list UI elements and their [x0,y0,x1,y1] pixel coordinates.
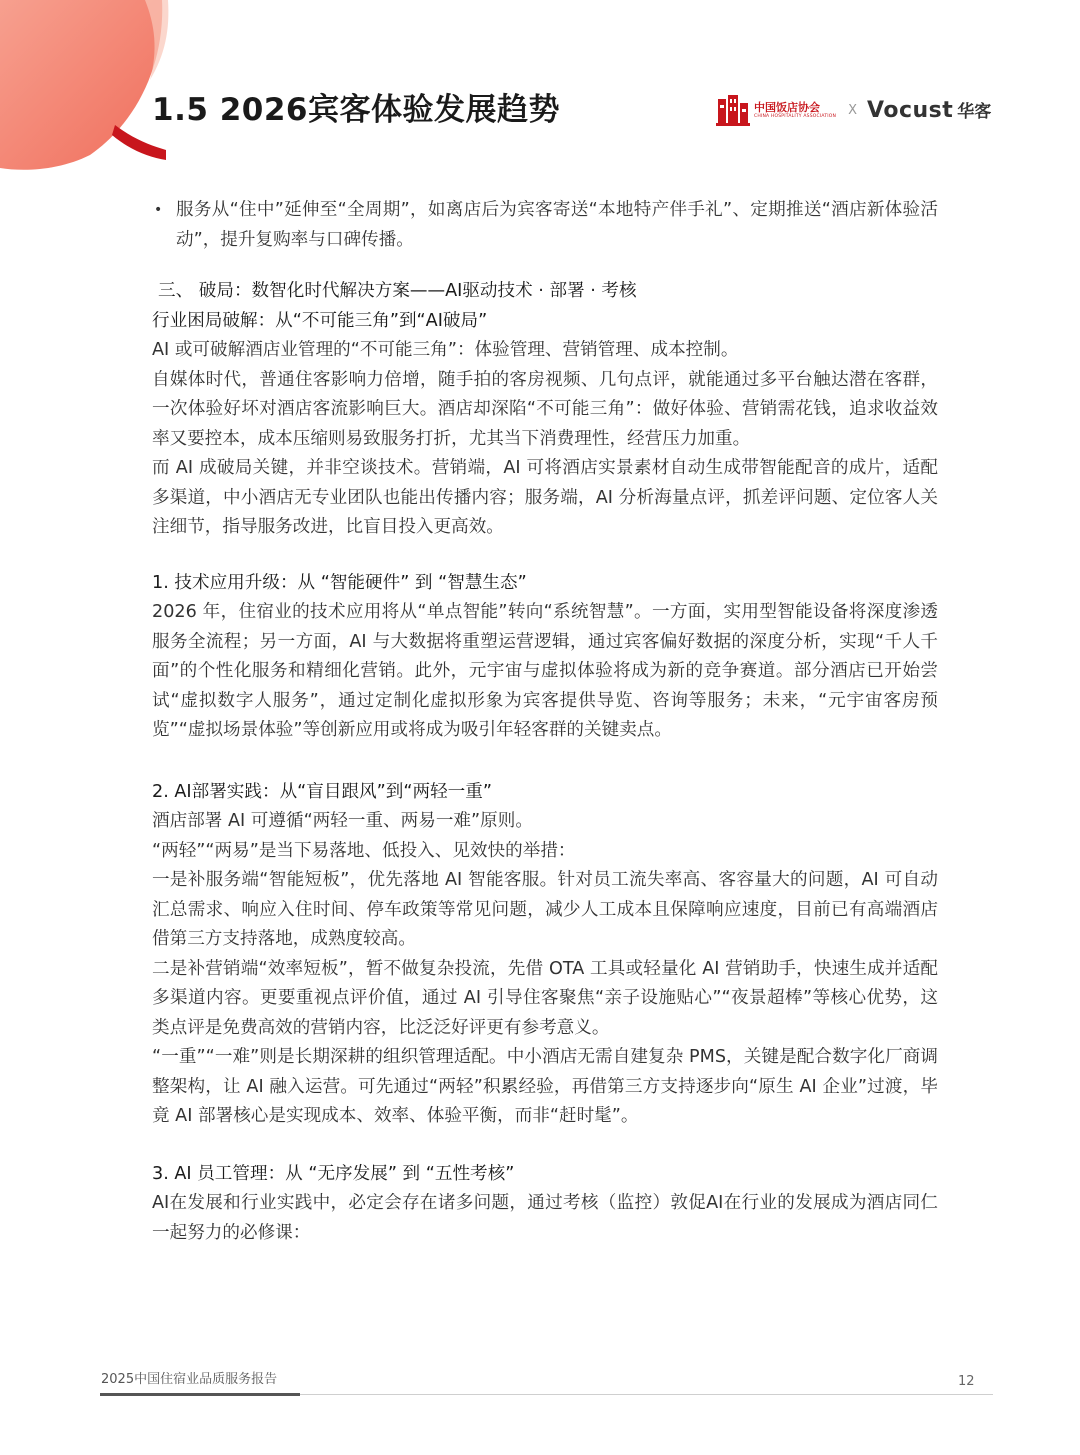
vocust-name-cn: 华客 [957,102,992,122]
cha-building-icon [716,93,750,127]
paragraph: 酒店部署 AI 可遵循“两轻一重、两易一难”原则。 [152,811,533,831]
paragraph: AI在发展和行业实践中，必定会存在诸多问题，通过考核（监控）敦促AI在行业的发展成为酒店同仁一起努力的必修课： [152,1193,938,1243]
section-heading: 2. AI部署实践：从“盲目跟风”到“两轻一重” [152,781,492,802]
cha-logo [716,93,836,127]
vocust-wordmark: Vocust [867,98,954,123]
page-title: 1.5 2026宾客体验发展趋势 [152,92,560,128]
logo-separator: X [848,102,858,118]
paragraph: “一重”“一难”则是长期深耕的组织管理适配。中小酒店无需自建复杂 PMS，关键是配合数字化厂商调整架构，让 AI 融入运营。可先通过“两轻”积累经验，再借第三方支持逐步向“原生 AI 企业”过渡，毕竟 AI 部署核心是实现成本、效率、体验平衡，而非“赶时髦”。 [152,1047,938,1126]
section-heading: 三、 破局：数智化时代解决方案——AI驱动技术 · 部署 · 考核 [158,281,637,301]
footer-report-title: 2025中国住宿业品质服务报告 [101,1372,278,1387]
paragraph: 2026 年，住宿业的技术应用将从“单点智能”转向“系统智慧”。一方面，实用型智能设备将深度渗透服务全流程；另一方面，AI 与大数据将重塑运营逻辑，通过宾客偏好数据的深度分析，实现“千人千面”的个性化服务和精细化营销。此外，元宇宙与虚拟体验将成为新的竞争赛道。部分酒店已开始尝试“虚拟数字人服务”，通过定制化虚拟形象为宾客提供导览、咨询等服务；未来，“元宇宙客房预览”“虚拟场景体验”等创新应用或将成为吸引年轻客群的关键卖点。 [152,602,938,740]
paragraph: AI 或可破解酒店业管理的“不可能三角”：体验管理、营销管理、成本控制。 [152,340,739,360]
vocust-logo [867,97,991,123]
paragraph: “两轻”“两易”是当下易落地、低投入、见效快的举措： [152,840,576,861]
partner-logos [716,88,991,132]
paragraph: 自媒体时代，普通住客影响力倍增，随手拍的客房视频、几句点评，就能通过多平台触达潜在客群，一次体验好坏对酒店客流影响巨大。酒店却深陷“不可能三角”：做好体验、营销需花钱，追求收益效率又要控本，成本压缩则易致服务打折，尤其当下消费理性，经营压力加重。 [152,369,938,449]
list-item [152,196,938,255]
section-heading: 3. AI 员工管理：从 “无序发展” 到 “五性考核” [152,1163,515,1184]
footer-divider-accent [100,1393,300,1396]
paragraph: 二是补营销端“效率短板”，暂不做复杂投流，先借 OTA 工具或轻量化 AI 营销助手，快速生成并适配多渠道内容。更要重视点评价值，通过 AI 引导住客聚焦“亲子设施贴心”“夜景超棒”等核心优势，这类点评是免费高效的营销内容，比泛泛好评更有参考意义。 [152,958,938,1038]
sub-heading: 行业困局破解：从“不可能三角”到“AI破局” [152,310,488,331]
paragraph: 而 AI 成破局关键，并非空谈技术。营销端，AI 可将酒店实景素材自动生成带智能配音的成片，适配多渠道，中小酒店无专业团队也能出传播内容；服务端，AI 分析海量点评，抓差评问题、定位客人关注细节，指导服务改进，比盲目投入更高效。 [152,458,938,537]
cha-name-en: CHINA HOSPITALITY ASSOCIATION [754,113,837,119]
report-body [152,196,938,1248]
section-heading: 1. 技术应用升级：从 “智能硬件” 到 “智慧生态” [152,572,527,593]
bullet-text: 服务从“住中”延伸至“全周期”，如离店后为宾客寄送“本地特产伴手礼”、定期推送“酒店新体验活动”，提升复购率与口碑传播。 [176,200,938,250]
page-number: 12 [958,1374,975,1389]
bullet-icon: • [154,202,163,218]
cha-name-cn: 中国饭店协会 [754,100,820,114]
paragraph: 一是补服务端“智能短板”，优先落地 AI 智能客服。针对员工流失率高、客容量大的问题，AI 可自动汇总需求、响应入住时间、停车政策等常见问题，减少人工成本且保障响应速度，目前已有高端酒店借第三方支持落地，成熟度较高。 [152,870,938,949]
